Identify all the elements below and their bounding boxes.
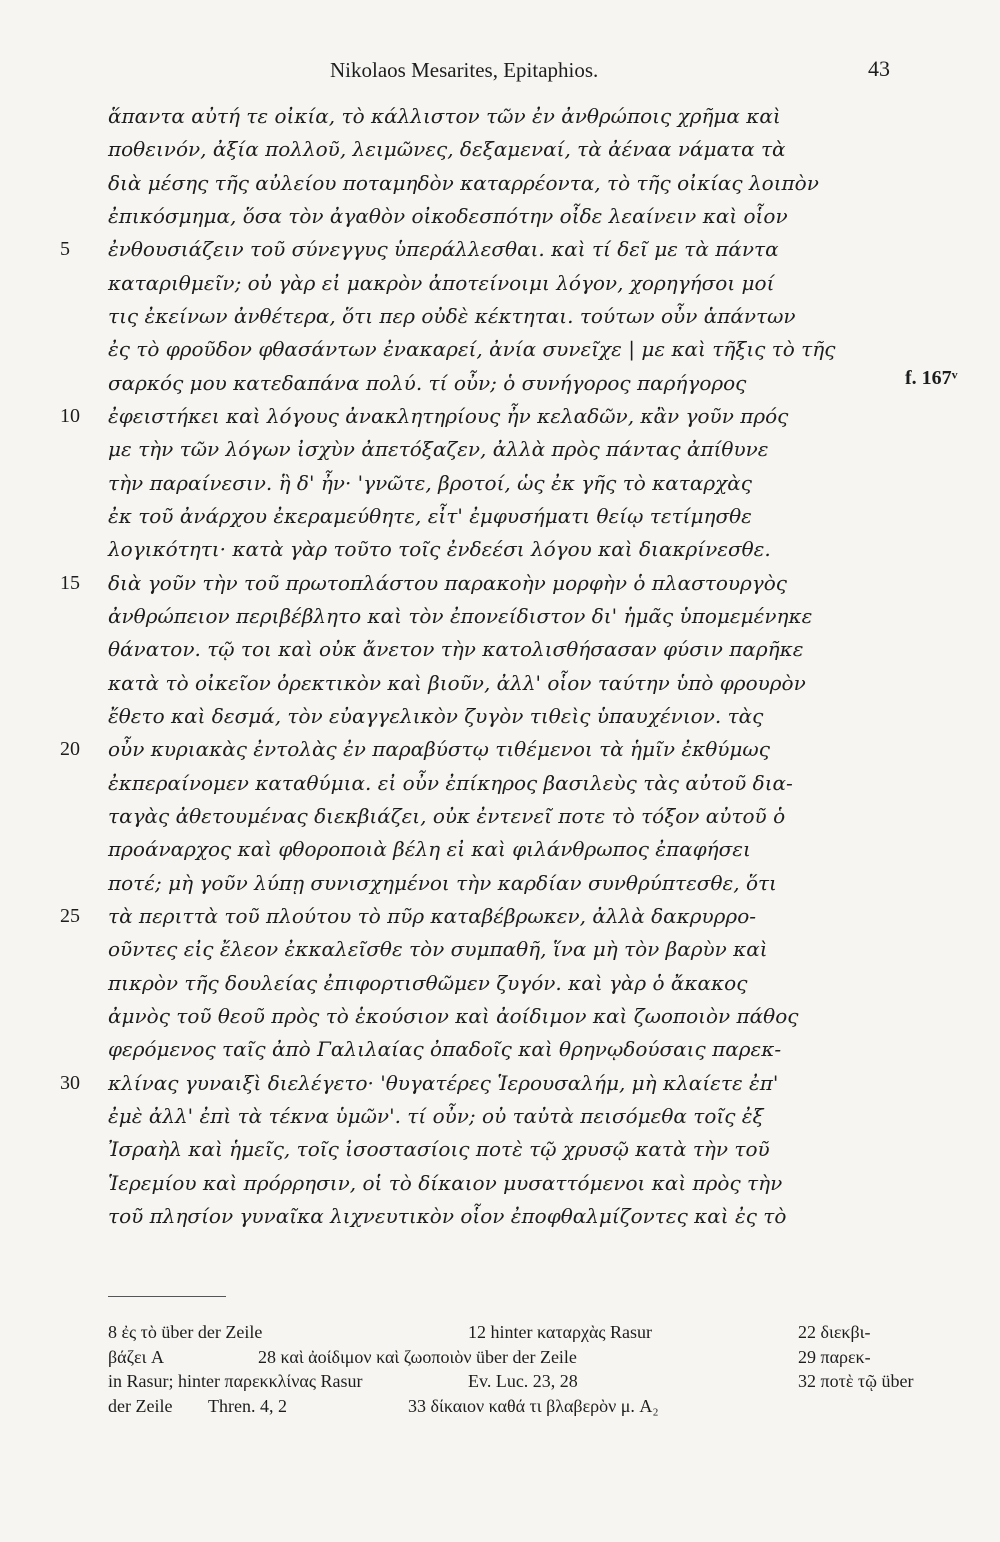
text-line: οὖν κυριακὰς ἐντολὰς ἐν παραβύστῳ τιθέμενοι τὰ ἡμῖν ἐκθύμως [108, 737, 770, 761]
text-line: διὰ μέσης τῆς αὐλείου ποταμηδὸν καταρρέοντα, τὸ τῆς οἰκίας λοιπὸν [108, 171, 819, 195]
footnote-entry: 28 καὶ ἀοίδιμον καὶ ζωοποιὸν über der Zeile [258, 1347, 577, 1367]
text-line: ἀνθρώπειον περιβέβλητο καὶ τὸν ἐπονείδιστον δι' ἡμᾶς ὑπομεμένηκε [108, 604, 813, 628]
text-line: ἐνθουσιάζειν τοῦ σύνεγγυς ὑπεράλλεσθαι. καὶ τί δεῖ με τὰ πάντα [108, 237, 779, 261]
text-line: ἀμνὸς τοῦ θεοῦ πρὸς τὸ ἑκούσιον καὶ ἀοίδιμον καὶ ζωοποιὸν πάθος [108, 1004, 799, 1028]
text-line: τὴν παραίνεσιν. ἣ δ' ἦν· 'γνῶτε, βροτοί, ὡς ἐκ γῆς τὸ καταρχὰς [108, 471, 752, 495]
text-line: φερόμενος ταῖς ἀπὸ Γαλιλαίας ὀπαδοῖς καὶ θρηνῳδούσαις παρεκ- [108, 1037, 782, 1061]
footnote-entry: 8 ἐς τὸ über der Zeile [108, 1322, 263, 1342]
text-line: κατὰ τὸ οἰκεῖον ὀρεκτικὸν καὶ βιοῦν, ἀλλ' οἷον ταύτην ὑπὸ φρουρὸν [108, 671, 806, 695]
text-line: τοῦ πλησίον γυναῖκα λιχνευτικὸν οἷον ἐποφθαλμίζοντες καὶ ἐς τὸ [108, 1204, 787, 1228]
text-line: λογικότητι· κατὰ γὰρ τοῦτο τοῖς ἐνδεέσι λόγου καὶ διακρίνεσθε. [108, 537, 771, 561]
footnote-entry: der Zeile [108, 1396, 173, 1416]
text-line: ἐς τὸ φροῦδον φθασάντων ἐνακαρεί, ἀνία συνεῖχε | με καὶ τῆξις τὸ τῆς [108, 337, 836, 361]
text-line: με τὴν τῶν λόγων ἰσχὺν ἀπετόξαζεν, ἀλλὰ πρὸς πάντας ἀπίθυνε [108, 437, 769, 461]
text-line: διὰ γοῦν τὴν τοῦ πρωτοπλάστου παρακοὴν μορφὴν ὁ πλαστουργὸς [108, 571, 787, 595]
text-line: ἅπαντα αὐτή τε οἰκία, τὸ κάλλιστον τῶν ἐν ἀνθρώποις χρῆμα καὶ [108, 104, 781, 128]
text-line: ἐμὲ ἀλλ' ἐπὶ τὰ τέκνα ὑμῶν'. τί οὖν; οὐ ταὐτὰ πεισόμεθα τοῖς ἐξ [108, 1104, 764, 1128]
margin-folio-note: f. 167ᵛ [905, 367, 958, 389]
line-number: 10 [60, 405, 80, 427]
text-line: ἐκπεραίνομεν καταθύμια. εἰ οὖν ἐπίκηρος βασιλεὺς τὰς αὐτοῦ δια- [108, 771, 793, 795]
text-line: ποθεινόν, ἀξία πολλοῦ, λειμῶνες, δεξαμεναί, τὰ ἀέναα νάματα τὰ [108, 137, 786, 161]
text-line: ἐφειστήκει καὶ λόγους ἀνακλητηρίους ἦν κελαδῶν, κἂν γοῦν πρός [108, 404, 789, 428]
text-line: οῦντες εἰς ἔλεον ἐκκαλεῖσθε τὸν συμπαθῆ, ἵνα μὴ τὸν βαρὺν καὶ [108, 937, 768, 961]
page-number: 43 [868, 56, 890, 81]
text-line: Ἰσραὴλ καὶ ἡμεῖς, τοῖς ἰσοστασίοις ποτὲ τῷ χρυσῷ κατὰ τὴν τοῦ [108, 1137, 770, 1161]
line-number: 30 [60, 1072, 80, 1094]
footnote-entry: 33 δίκαιον καθά τι βλαβερὸν μ. A₂ [408, 1396, 659, 1416]
text-line: ποτέ; μὴ γοῦν λύπῃ συνισχημένοι τὴν καρδίαν συνθρύπτεσθε, ὅτι [108, 871, 777, 895]
footnote-entry: Ev. Luc. 23, 28 [468, 1371, 578, 1391]
footnote-entry: 29 παρεκ- [798, 1347, 871, 1367]
text-line: πικρὸν τῆς δουλείας ἐπιφορτισθῶμεν ζυγόν. καὶ γὰρ ὁ ἄκακος [108, 971, 748, 995]
text-line: καταριθμεῖν; οὐ γὰρ εἰ μακρὸν ἀποτείνοιμι λόγον, χορηγήσοι μοί [108, 271, 775, 295]
line-number: 20 [60, 738, 80, 760]
running-header: Nikolaos Mesarites, Epitaphios. [330, 58, 599, 82]
footnote-entry: Thren. 4, 2 [208, 1396, 287, 1416]
footnote-rule [108, 1296, 226, 1297]
text-line: ἐκ τοῦ ἀνάρχου ἐκεραμεύθητε, εἶτ' ἐμφυσήματι θείῳ τετίμησθε [108, 504, 752, 528]
footnote-entry: 12 hinter καταρχὰς Rasur [468, 1322, 653, 1342]
text-line: ἔθετο καὶ δεσμά, τὸν εὐαγγελικὸν ζυγὸν τιθεὶς ὑπαυχένιον. τὰς [108, 704, 764, 728]
text-line: ἐπικόσμημα, ὅσα τὸν ἀγαθὸν οἰκοδεσπότην οἶδε λεαίνειν καὶ οἷον [108, 204, 788, 228]
text-line: προάναρχος καὶ φθοροποιὰ βέλη εἰ καὶ φιλάνθρωπος ἐπαφήσει [108, 837, 751, 861]
text-line: τις ἐκείνων ἀνθέτερα, ὅτι περ οὐδὲ κέκτηται. τούτων οὖν ἁπάντων [108, 304, 796, 328]
footnote-entry: in Rasur; hinter παρεκκλίνας Rasur [108, 1371, 363, 1391]
text-line: κλίνας γυναιξὶ διελέγετο· 'θυγατέρες Ἱερουσαλήμ, μὴ κλαίετε ἐπ' [108, 1071, 779, 1095]
text-line: τὰ περιττὰ τοῦ πλούτου τὸ πῦρ καταβέβρωκεν, ἀλλὰ δακρυρρο- [108, 904, 756, 928]
text-line: θάνατον. τῷ τοι καὶ οὐκ ἄνετον τὴν κατολισθήσασαν φύσιν παρῆκε [108, 637, 804, 661]
footnote-entry: 22 διεκβι- [798, 1322, 871, 1342]
line-number: 15 [60, 572, 80, 594]
text-line: σαρκός μου κατεδαπάνα πολύ. τί οὖν; ὁ συνήγορος παρήγορος [108, 371, 747, 395]
footnote-entry: βάζει A [108, 1347, 164, 1367]
footnote-entry: 32 ποτὲ τῷ über [798, 1371, 914, 1391]
text-line: ταγὰς ἀθετουμένας διεκβιάζει, οὐκ ἐντενεῖ ποτε τὸ τόξον αὐτοῦ ὁ [108, 804, 786, 828]
line-number: 25 [60, 905, 80, 927]
text-line: Ἱερεμίου καὶ πρόρρησιν, οἱ τὸ δίκαιον μυσαττόμενοι καὶ πρὸς τὴν [108, 1171, 783, 1195]
line-number: 5 [60, 238, 70, 260]
